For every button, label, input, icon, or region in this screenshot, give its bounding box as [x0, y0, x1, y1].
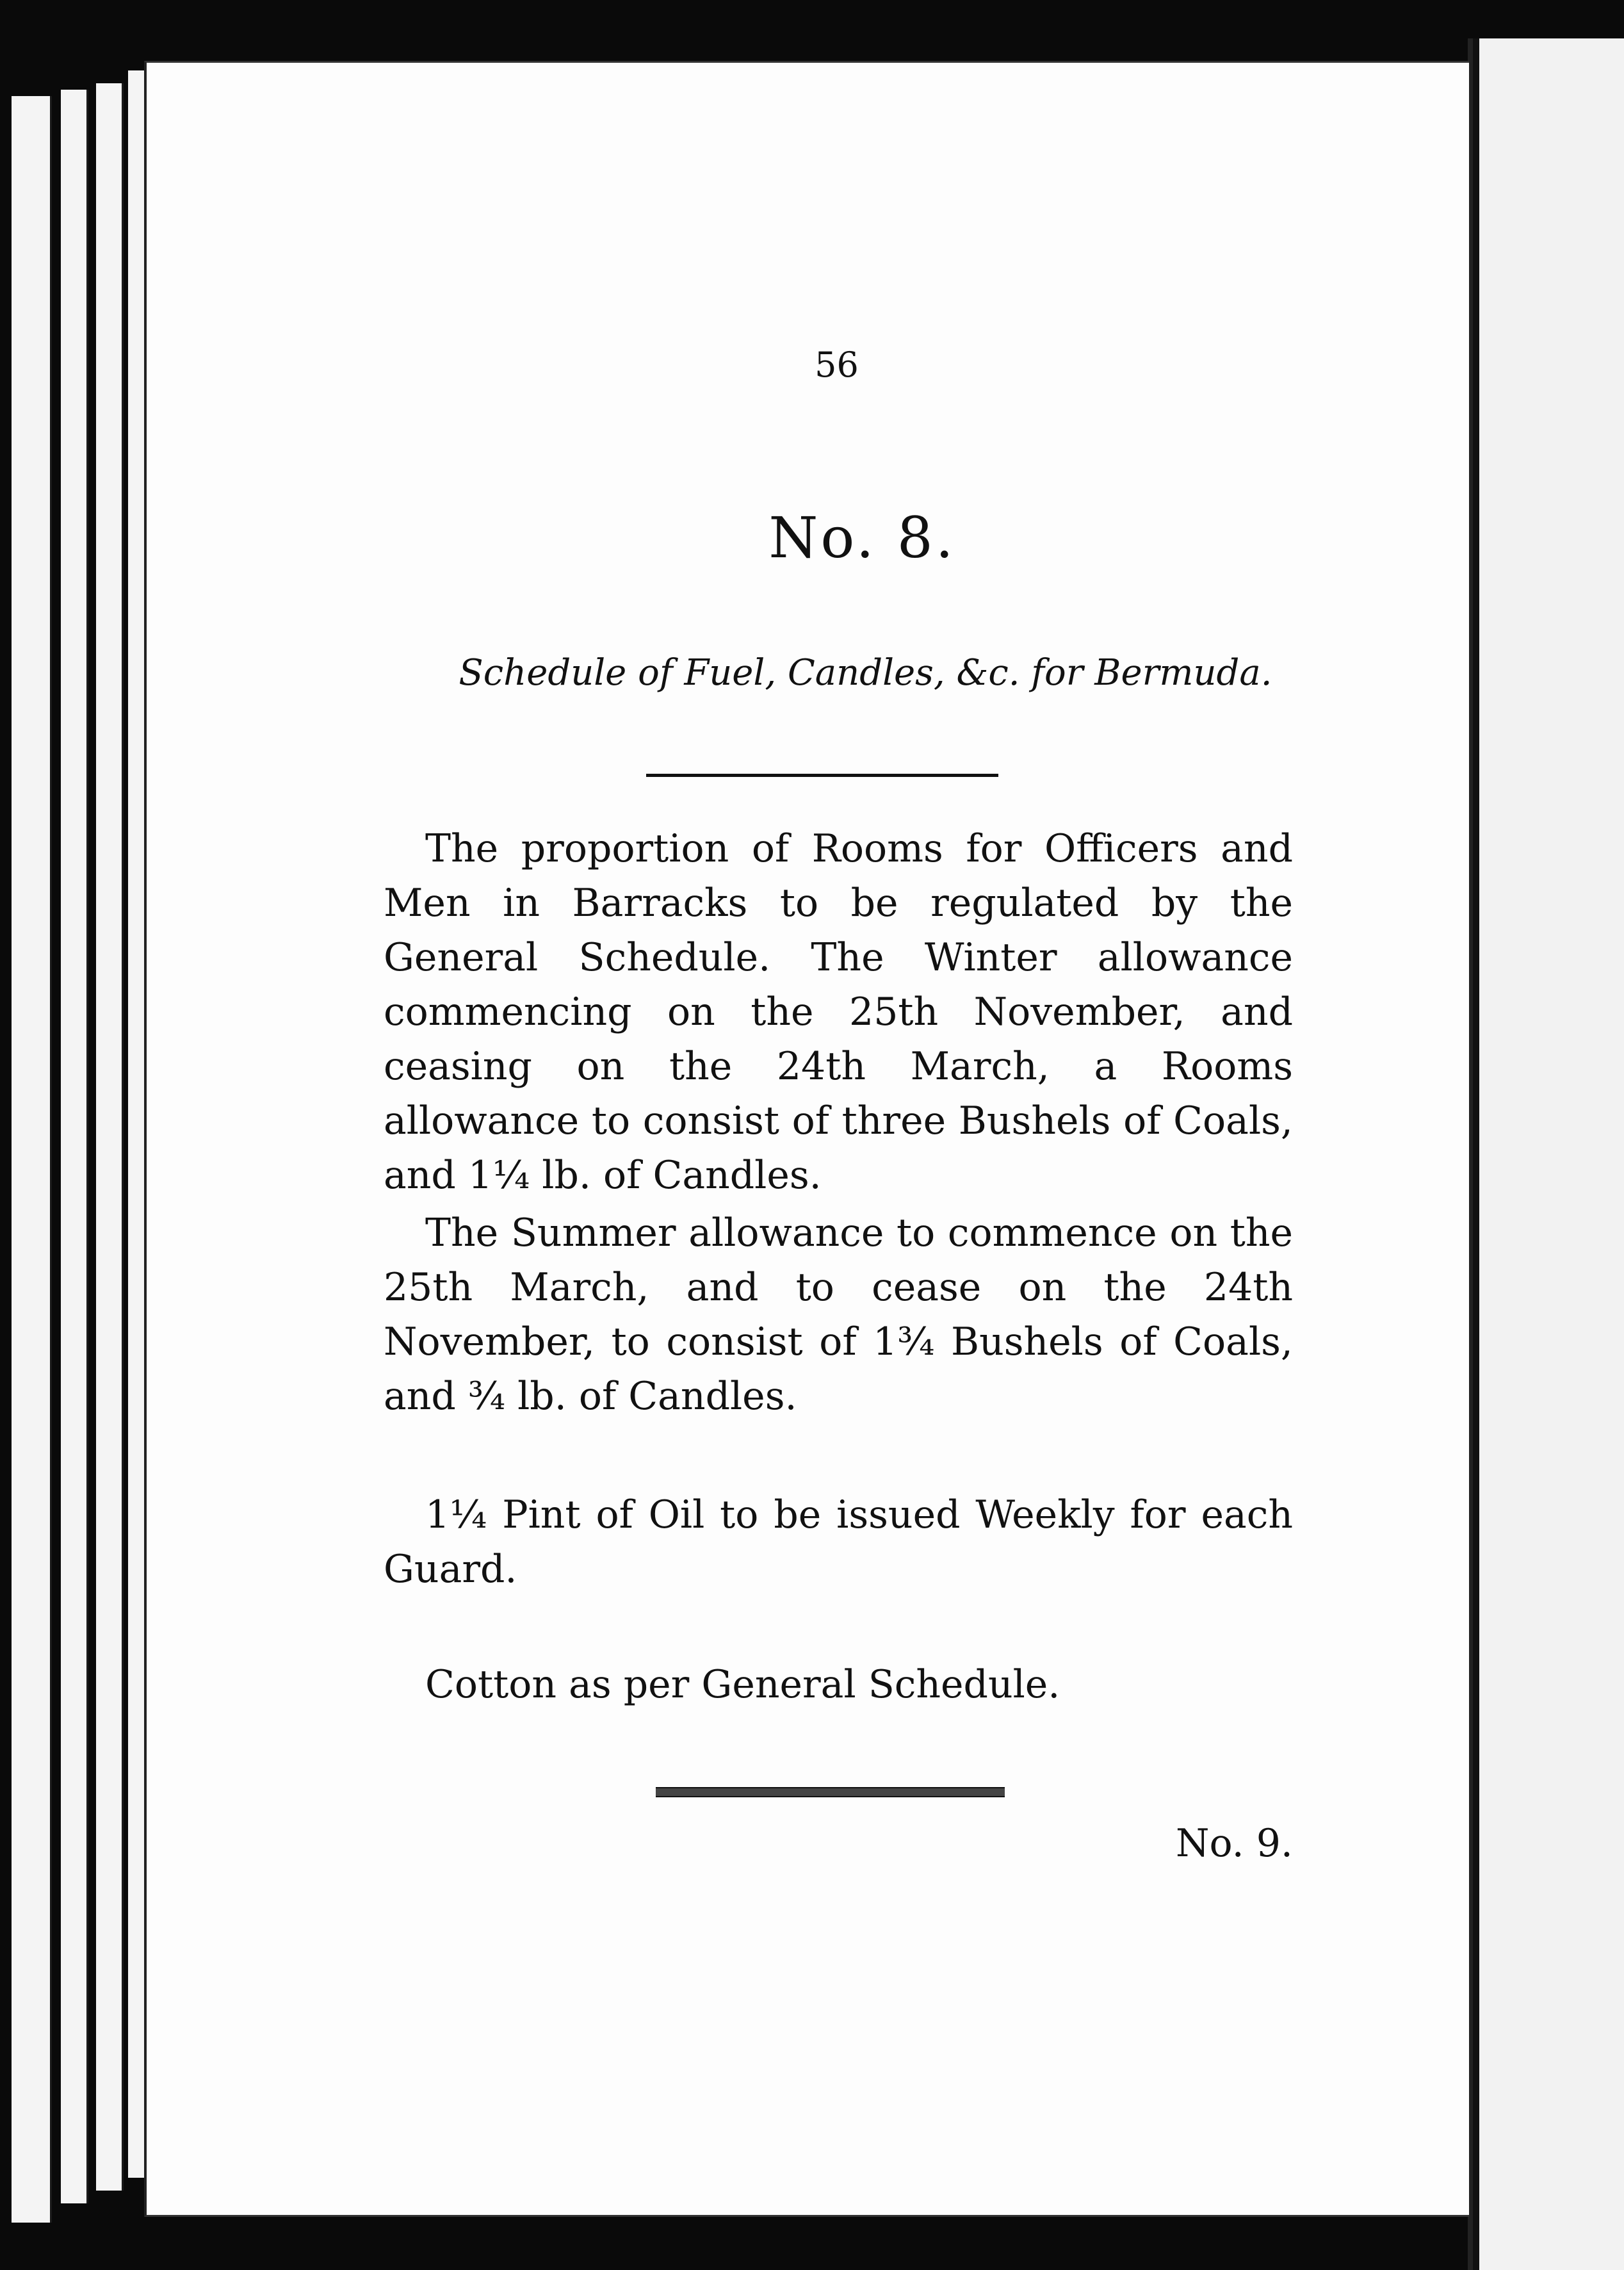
divider-rule: [646, 774, 998, 777]
paragraph-text: 1¼ Pint of Oil to be issued Weekly for each Guard.: [384, 1492, 1293, 1592]
section-heading: No. 8.: [768, 505, 956, 571]
winter-allowance-paragraph: [384, 822, 1293, 1203]
cotton-paragraph: [384, 1658, 1293, 1712]
schedule-title: Schedule of Fuel, Candles, &c. for Bermuda.: [459, 652, 1272, 694]
book-page: [144, 61, 1469, 2217]
ornamental-rule: [656, 1787, 1005, 1797]
catchword: No. 9.: [1176, 1821, 1293, 1866]
facing-page: [1473, 38, 1624, 2270]
page-edge: [12, 96, 52, 2223]
page-edge: [96, 83, 124, 2191]
paragraph-text: Cotton as per General Schedule.: [425, 1662, 1060, 1707]
page-number: 56: [815, 345, 859, 385]
paragraph-text: The proportion of Rooms for Officers and Men in Barracks to be regulated by the General Schedule. The Winter allowance commencing on the 25th November, and ceasing on the 24th March, a Rooms allowance to consist of three Bushels of Coals, and 1¼ lb. of Candles.: [384, 826, 1293, 1198]
page-edge: [61, 90, 88, 2203]
oil-allowance-paragraph: [384, 1488, 1293, 1597]
paragraph-text: The Summer allowance to commence on the 25th March, and to cease on the 24th November, to consist of 1¾ Bushels of Coals, and ¾ lb. of Candles.: [384, 1211, 1293, 1419]
summer-allowance-paragraph: [384, 1206, 1293, 1424]
